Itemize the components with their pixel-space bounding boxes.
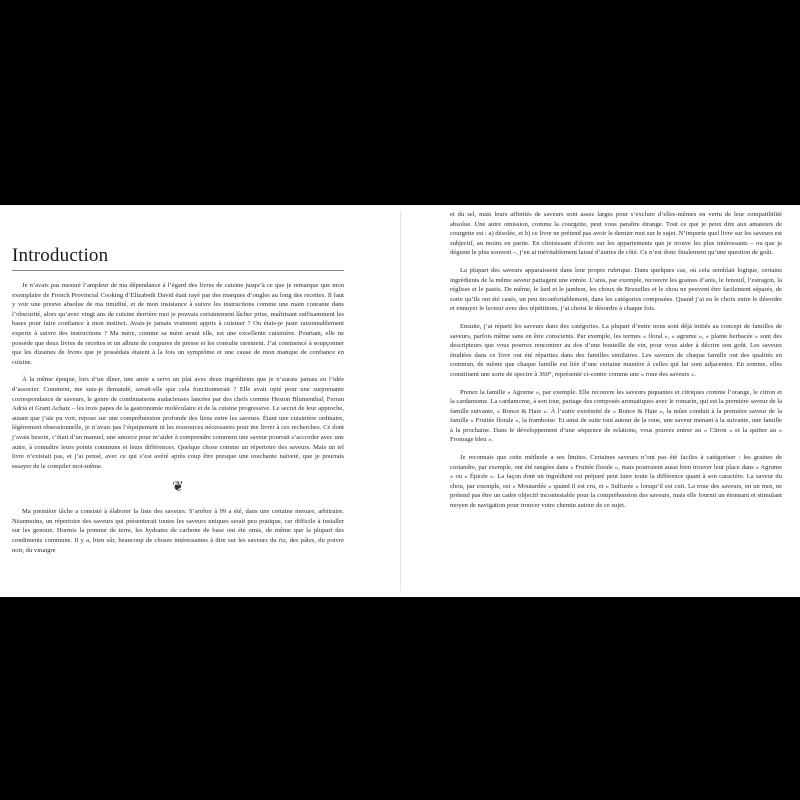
paragraph-6: Ensuite, j’ai réparti les saveurs dans des catégories. La plupart d’entre nous sont déjà initiés au concept de familles de saveurs, parfois même sans en être conscients. Par exemple, les termes « floral », « agrume », « plante herbacée » sont des descripteurs que vous pourrez rencontrer au dos d’une bouteille de vin, pour vous aider à décrire son goût. Les saveurs étudiées dans ce livre ont été réparties dans des familles similaires. Les saveurs de chaque famille ont des qualités en commun, de même que chaque famille est liée d’une certaine manière à celles qui lui sont adjacentes. En somme, elles constituent une sorte de spectre à 360°, représenté ci-contre comme une « roue des saveurs ».: [450, 322, 782, 378]
paragraph-4: et du sel, mais leurs affinités de saveurs sont assez larges pour s’exclure d’elles-mêmes en vertu de leur compatibilité absolue. Une autre omission, comme la courgette, peut vous paraître étrange. Tout ce que je peux dire aux amateurs de courgette est : a) désolée, et b) ce livre ne prétend pas avoir le dernier mot sur le sujet. N’importe quel livre sur les saveurs est subjectif, au moins en partie. En choisissant d’écrire sur les appariements que je trouve les plus intéressants – ou que je déguste le plus souvent –, j’en ai inévitablement laissé d’autres de côté. Ce n’est donc finalement qu’une question de goût.: [450, 211, 782, 257]
paragraph-1: Je n’avais pas mesuré l’ampleur de ma dépendance à l’égard des livres de cuisine jusqu’à ce que je remarque que mon exemplaire de French Provincial Cooking d’Elizabeth David était rayé par des marques d’ongles au long des recettes. Il faut y voir une preuve absolue de ma timidité, et de mon insistance à suivre les instructions comme une main courante dans l’obscurité, alors qu’avec vingt ans de cuisine derrière moi je pouvais certainement lâcher prise, maîtrisant suffisamment les bases pour faire confiance à mon instinct. Avais-je jamais vraiment appris à cuisiner ? Ou étais-je juste raisonnablement experte à suivre des instructions ? Ma mère, comme sa mère avant elle, est une excellente cuisinière. Pourtant, elle ne possède que deux livres de recettes et un album de coupures de presse et les consulte rarement. J’ai commencé à soupçonner que les dizaines de livres que je possédais étaient à la fois un symptôme et une cause de mon manque de confiance en cuisine.: [12, 282, 344, 366]
page-gutter: [400, 211, 401, 591]
fleuron-ornament-icon: ❦: [172, 480, 184, 496]
left-page: [12, 205, 344, 563]
paragraph-7: Prenez la famille « Agrume », par exemple. Elle recouvre les saveurs piquantes et citriques comme l’orange, le citron et la cardamome. La cardamome, à son tour, partage des composés aromatiques avec le romarin, qui est la première saveur de la famille suivante, « Ronce & Haie ». À l’autre extrémité de « Ronce & Haie », la mûre conduit à la première saveur de la famille « Fruitée florale », la framboise. Et ainsi de suite tout autour de la roue, une saveur menant à la suivante, une famille à la prochaine. Dans le développement d’une séquence de relations, vous pouvez entrer au « Citron » et la quitter au « Fromage bleu ».: [450, 388, 782, 444]
right-page: [450, 205, 782, 519]
paragraph-3: Ma première tâche a consisté à élaborer la liste des saveurs. S’arrêter à 99 a été, dans une certaine mesure, arbitraire. Néanmoins, un répertoire des saveurs qui présenterait toutes les saveurs uniques serait peu pratique, car difficile à installer sur les genoux. Hormis la pomme de terre, les hydrates de carbone de base ont été omis, de même que la plupart des condiments communs. Il y a, bien sûr, beaucoup de choses intéressantes à dire sur les saveurs du riz, des pâtes, du poivre noir, du vinaigre: [12, 508, 344, 554]
book-spread: [0, 205, 800, 597]
paragraph-2: À la même époque, lors d’un dîner, une amie a servi un plat avec deux ingrédients que je n’aurais jamais eu l’idée d’associer. Comment, me suis-je demandé, savait-elle que cela fonctionnerait ? Elle avait opté pour une surprenante correspondance de saveurs, le genre de combinaisons audacieuses lancées par des chefs comme Heston Blumenthal, Ferran Adrià et Grant Achatz – les trois papes de la gastronomie moléculaire et de la cuisine progressive. Le secret de leur approche, autant que j’aie pu voir, repose sur une compréhension profonde des liens entre les saveurs. Étant une cuisinière ordinaire, légèrement obsessionnelle, je n’avais pas l’équipement ni les ressources nécessaires pour me livrer à ces recherches. Ce dont j’avais besoin, c’était d’un manuel, une amorce pour m’aider à comprendre comment une saveur pourrait s’accorder avec une autre, à connaître leurs points communs et leurs différences. Quelque chose comme un répertoire des saveurs. Mais un tel livre n’existait pas, et j’ai pensé, avec ce qui s’est avéré après coup être presque une touchante naïveté, que je pourrais essayer de le compiler moi-même.: [12, 376, 344, 470]
paragraph-8: Je reconnais que cette méthode a ses limites. Certaines saveurs n’ont pas été faciles à catégoriser : les graines de coriandre, par exemple, ont été rangées dans « Fruitée florale », mais pourraient aussi bien trouver leur place dans « Agrume » ou « Épicée ». La façon dont un ingrédient est préparé peut faire toute la différence quant à son caractère. La saveur du chou, par exemple, est « Moutardée » quand il est cru, et « Sulfurée » lorsqu’il est cuit. La roue des saveurs, en un mot, ne prétend pas être un cadre objectif incontestable pour la compréhension des saveurs, mais elle fournit un étonnant et stimulant moyen de navigation pour trouver votre chemin autour de ce sujet.: [450, 454, 782, 510]
chapter-title: Introduction: [12, 245, 344, 271]
paragraph-5: La plupart des saveurs apparaissent dans leur propre rubrique. Dans quelques cas, où cela semblait logique, certains ingrédients de la même saveur partagent une entrée. L’anis, par exemple, recouvre les graines d’anis, le fenouil, l’estragon, la réglisse et le pastis. De même, le lard et le jambon, les choux de Bruxelles et le chou ne peuvent être facilement séparés, de sorte qu’ils ont été casés, un peu inconfortablement, dans les catégories composées. Quand j’ai eu le choix entre le désordre et ennuyer le lecteur avec des répétitions, j’ai choisi le désordre à chaque fois.: [450, 266, 782, 313]
